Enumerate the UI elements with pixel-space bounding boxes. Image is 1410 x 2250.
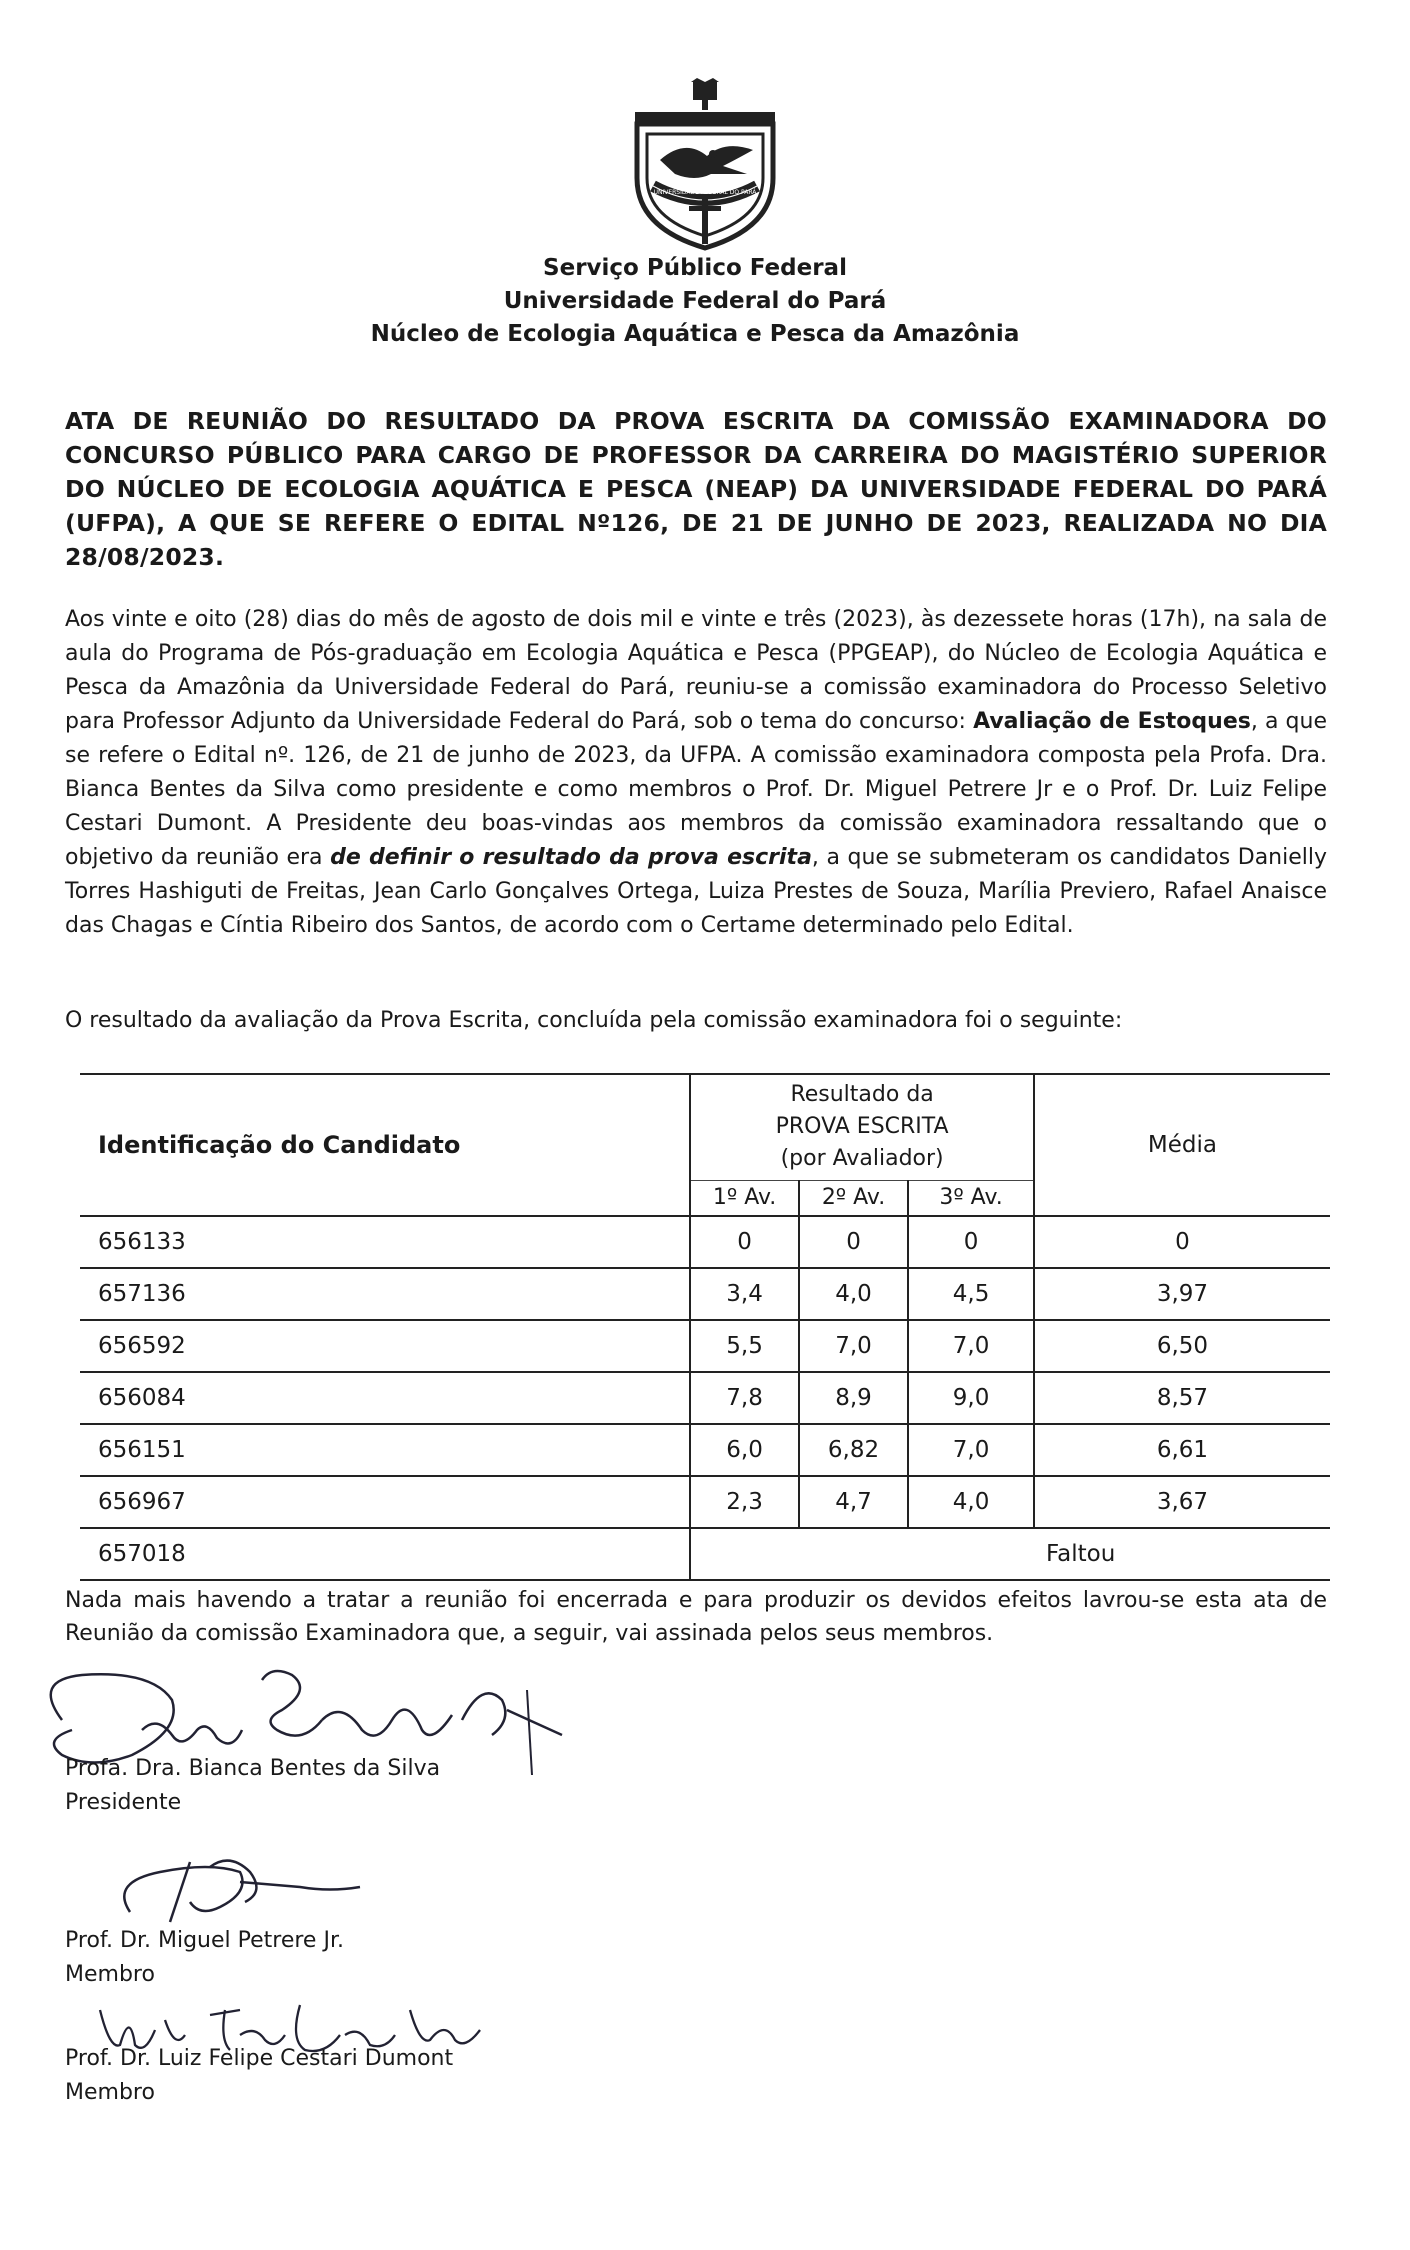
- body-part-1: Aos vinte e oito (28) dias do mês de agosto de dois mil e vinte e três (2023), às dezessete horas (17h), na sala de aula do Programa de Pós-graduação em Ecologia Aquática e Pesca (PPGEAP), do Núcleo de Ecologia Aquática e Pesca da Amazônia da Universidade Federal do Pará, reuniu-se a comissão examinadora do Processo Seletivo para Professor Adjunto da Universidade Federal do Pará, sob o tema do concurso:: [65, 607, 1327, 734]
- absent-candidate-id: 657018: [80, 1528, 690, 1580]
- candidate-id-header: Identificação do Candidato: [80, 1074, 690, 1216]
- ufpa-seal-logo: [615, 78, 795, 258]
- minutes-body: [65, 603, 1327, 943]
- evaluator-1-score: 6,0: [690, 1424, 799, 1476]
- table-row: [80, 1372, 1330, 1424]
- evaluator-3-score: 7,0: [908, 1320, 1034, 1372]
- evaluator-3-score: 4,5: [908, 1268, 1034, 1320]
- media-score: 0: [1034, 1216, 1330, 1268]
- institution-header: [0, 252, 1390, 351]
- absent-status: Faltou: [690, 1528, 1330, 1580]
- header-line-1: Serviço Público Federal: [543, 255, 847, 281]
- evaluator-2-score: 4,7: [799, 1476, 908, 1528]
- evaluator-1-score: 7,8: [690, 1372, 799, 1424]
- evaluator-2-score: 7,0: [799, 1320, 908, 1372]
- evaluator-2-header: 2º Av.: [799, 1180, 908, 1216]
- media-score: 3,67: [1034, 1476, 1330, 1528]
- evaluator-1-score: 3,4: [690, 1268, 799, 1320]
- results-rows: [80, 1216, 1330, 1528]
- evaluator-2-score: 0: [799, 1216, 908, 1268]
- meeting-objective: de definir o resultado da prova escrita: [330, 845, 812, 870]
- table-header-row: [80, 1074, 1330, 1180]
- evaluator-1-score: 0: [690, 1216, 799, 1268]
- signer-role: Membro: [65, 2080, 155, 2105]
- media-score: 6,61: [1034, 1424, 1330, 1476]
- group-header-line-1: Resultado da: [790, 1082, 934, 1108]
- candidate-id: 656967: [80, 1476, 690, 1528]
- candidate-id: 656133: [80, 1216, 690, 1268]
- signature-member-2: [65, 2042, 453, 2110]
- candidate-id: 656592: [80, 1320, 690, 1372]
- evaluator-1-header: 1º Av.: [690, 1180, 799, 1216]
- evaluator-3-score: 4,0: [908, 1476, 1034, 1528]
- evaluator-3-score: 0: [908, 1216, 1034, 1268]
- media-score: 8,57: [1034, 1372, 1330, 1424]
- signer-role: Membro: [65, 1962, 155, 1987]
- media-header: Média: [1034, 1074, 1330, 1216]
- contest-theme: Avaliação de Estoques: [973, 709, 1251, 734]
- evaluator-3-score: 7,0: [908, 1424, 1034, 1476]
- evaluator-2-score: 4,0: [799, 1268, 908, 1320]
- header-line-2: Universidade Federal do Pará: [503, 288, 887, 314]
- signature-president: [65, 1752, 440, 1820]
- body-part-2: , a que se refere o Edital nº. 126, de 21 de junho de 2023, da UFPA. A comissão examinadora composta pela Profa. Dra. Bianca Bentes da Silva como presidente e como membros o Prof. Dr. Miguel Petrere Jr e o Prof. Dr. Luiz Felipe Cestari Dumont. A Presidente deu boas-vindas aos membros da comissão examinadora ressaltando que o objetivo da reunião era: [65, 709, 1327, 870]
- signer-name: Prof. Dr. Luiz Felipe Cestari Dumont: [65, 2046, 454, 2071]
- seal-text: UNIVERSIDADE FEDERAL DO PARÁ: [653, 189, 757, 196]
- media-score: 6,50: [1034, 1320, 1330, 1372]
- signer-role: Presidente: [65, 1790, 182, 1815]
- table-row: [80, 1216, 1330, 1268]
- signature-member-1-drawing: [100, 1842, 400, 1937]
- candidate-id: 656151: [80, 1424, 690, 1476]
- header-line-3: Núcleo de Ecologia Aquática e Pesca da Amazônia: [370, 321, 1020, 347]
- table-row: [80, 1424, 1330, 1476]
- evaluator-3-header: 3º Av.: [908, 1180, 1034, 1216]
- group-header-line-2: PROVA ESCRITA: [775, 1114, 949, 1140]
- table-row: [80, 1476, 1330, 1528]
- evaluator-1-score: 2,3: [690, 1476, 799, 1528]
- candidate-id: 656084: [80, 1372, 690, 1424]
- media-score: 3,97: [1034, 1268, 1330, 1320]
- body-part-3: , a que se submeteram os candidatos Danielly Torres Hashiguti de Freitas, Jean Carlo Gonçalves Ortega, Luiza Prestes de Souza, Marília Previero, Rafael Anaisce das Chagas e Cíntia Ribeiro dos Santos, de acordo com o Certame determinado pelo Edital.: [65, 845, 1328, 938]
- evaluator-1-score: 5,5: [690, 1320, 799, 1372]
- absent-row: [80, 1528, 1330, 1580]
- table-row: [80, 1320, 1330, 1372]
- candidate-id: 657136: [80, 1268, 690, 1320]
- signature-member-1: [65, 1924, 344, 1992]
- signer-name: Prof. Dr. Miguel Petrere Jr.: [65, 1928, 344, 1953]
- document-title: ATA DE REUNIÃO DO RESULTADO DA PROVA ESCRITA DA COMISSÃO EXAMINADORA DO CONCURSO PÚBLICO PARA CARGO DE PROFESSOR DA CARREIRA DO MAGISTÉRIO SUPERIOR DO NÚCLEO DE ECOLOGIA AQUÁTICA E PESCA (NEAP) DA UNIVERSIDADE FEDERAL DO PARÁ (UFPA), A QUE SE REFERE O EDITAL Nº126, DE 21 DE JUNHO DE 2023, REALIZADA NO DIA 28/08/2023.: [65, 407, 1327, 571]
- results-table: [80, 1073, 1330, 1581]
- evaluator-2-score: 6,82: [799, 1424, 908, 1476]
- table-row: [80, 1268, 1330, 1320]
- written-exam-group-header: [690, 1074, 1034, 1180]
- signer-name: Profa. Dra. Bianca Bentes da Silva: [65, 1756, 441, 1781]
- evaluator-3-score: 9,0: [908, 1372, 1034, 1424]
- group-header-line-3: (por Avaliador): [780, 1146, 944, 1172]
- evaluator-2-score: 8,9: [799, 1372, 908, 1424]
- closing-text: Nada mais havendo a tratar a reunião foi encerrada e para produzir os devidos efeitos lavrou-se esta ata de Reunião da comissão Examinadora que, a seguir, vai assinada pelos seus membros.: [65, 1588, 1327, 1646]
- result-intro: O resultado da avaliação da Prova Escrita, concluída pela comissão examinadora foi o seguinte:: [65, 1008, 1123, 1033]
